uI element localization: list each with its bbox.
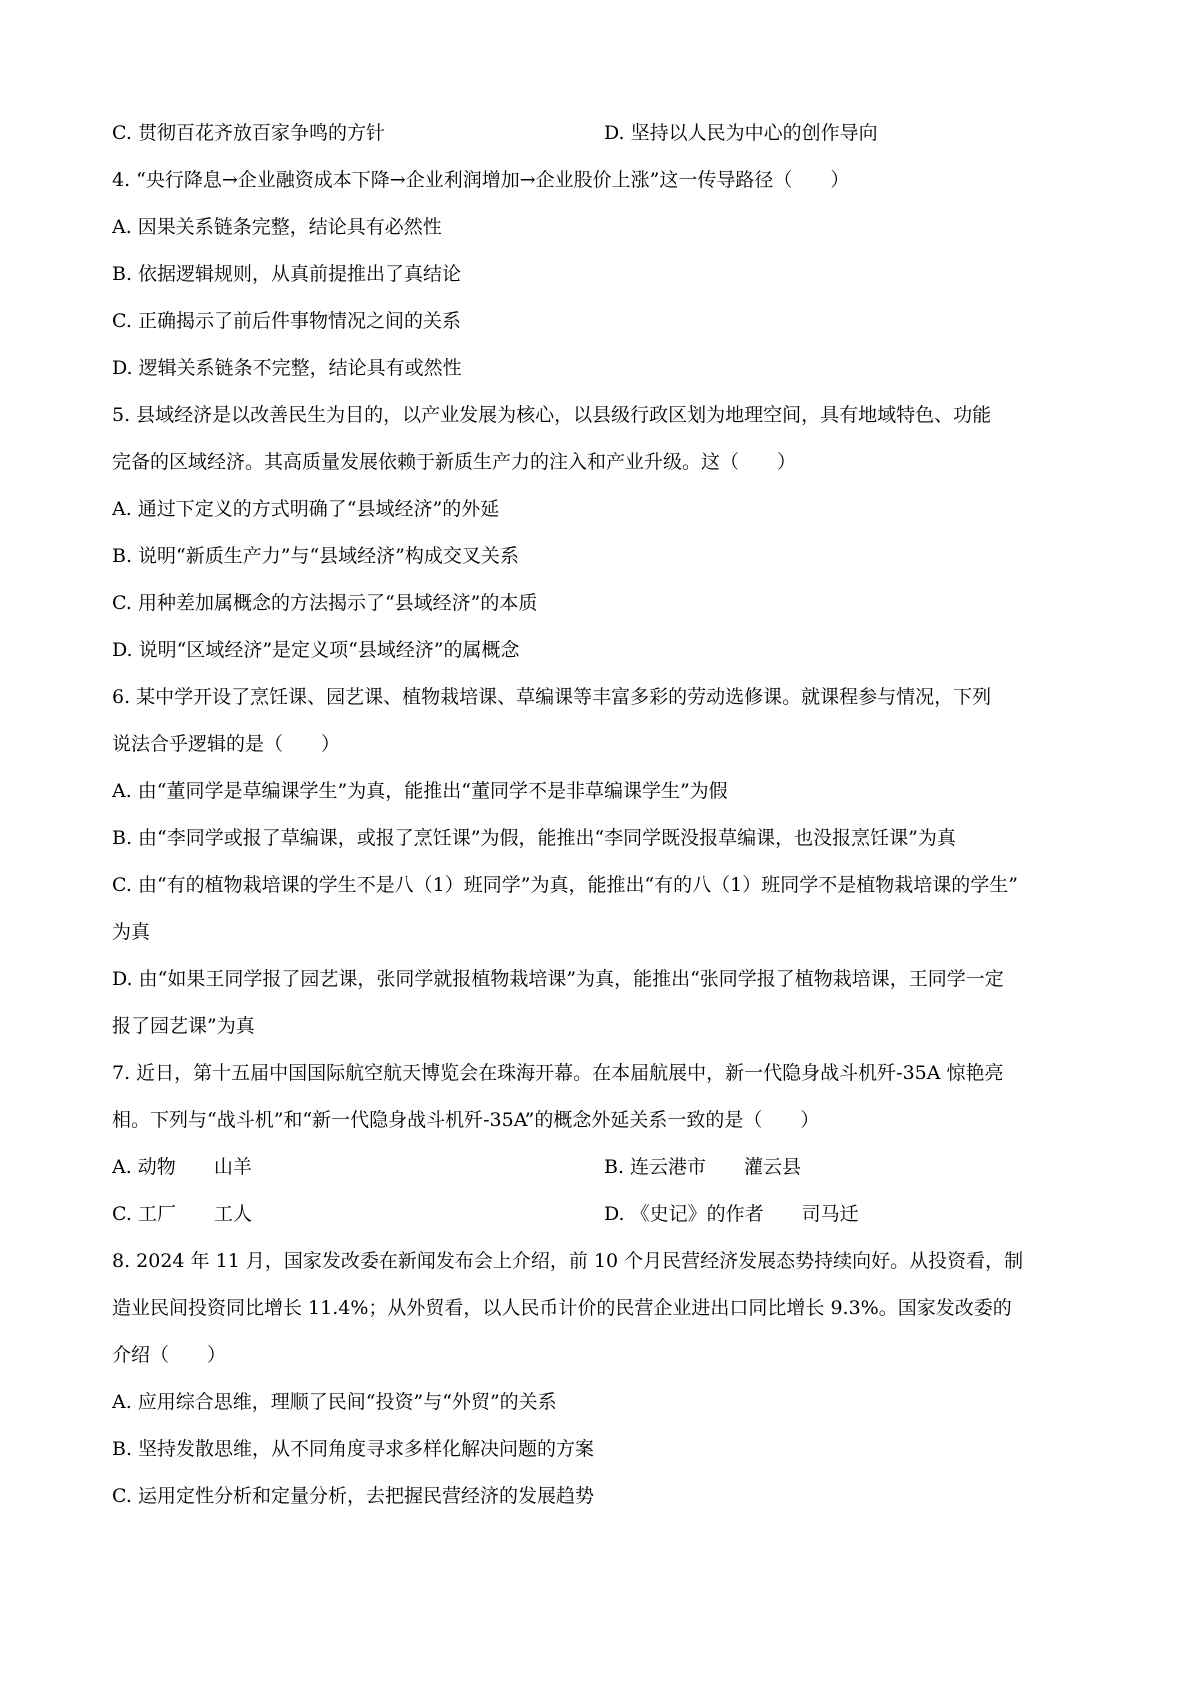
question-8-stem-line-1: 8. 2024 年 11 月，国家发改委在新闻发布会上介绍，前 10 个月民营经济发展态势持续向好。从投资看，制	[112, 1250, 1024, 1272]
option-label: D. 《史记》的作者	[604, 1203, 764, 1225]
question-7-stem-line-2: 相。下列与“战斗机”和“新一代隐身战斗机歼-35A”的概念外延关系一致的是（ ）	[112, 1109, 820, 1131]
question-4-option-d: D. 逻辑关系链条不完整，结论具有或然性	[112, 357, 462, 379]
question-8-option-c: C. 运用定性分析和定量分析，去把握民营经济的发展趋势	[112, 1485, 594, 1507]
question-6-option-b: B. 由“李同学或报了草编课，或报了烹饪课”为假，能推出“李同学既没报草编课，也没报烹饪课”为真	[112, 827, 956, 849]
option-pair: 灌云县	[744, 1156, 802, 1178]
option-label: C. 工厂	[112, 1203, 176, 1225]
question-7-option-c	[112, 1205, 252, 1224]
option-d: D. 坚持以人民为中心的创作导向	[604, 122, 878, 144]
question-7-option-d	[604, 1205, 859, 1224]
question-5-option-a: A. 通过下定义的方式明确了“县域经济”的外延	[112, 498, 500, 520]
question-4-stem: 4. “央行降息→企业融资成本下降→企业利润增加→企业股价上涨”这一传导路径（ ）	[112, 169, 850, 191]
question-5-option-b: B. 说明“新质生产力”与“县域经济”构成交叉关系	[112, 545, 519, 567]
question-7-option-b	[604, 1158, 801, 1177]
question-8-option-b: B. 坚持发散思维，从不同角度寻求多样化解决问题的方案	[112, 1438, 595, 1460]
question-5-stem-line-2: 完备的区域经济。其高质量发展依赖于新质生产力的注入和产业升级。这（ ）	[112, 451, 797, 473]
question-8-stem-line-2: 造业民间投资同比增长 11.4%；从外贸看，以人民币计价的民营企业进出口同比增长 9.3%。国家发改委的	[112, 1297, 1012, 1319]
question-7-option-a	[112, 1158, 252, 1177]
question-6-option-c-line-2: 为真	[112, 921, 151, 943]
question-6-stem-line-2: 说法合乎逻辑的是（ ）	[112, 733, 341, 755]
question-8-stem-line-3: 介绍（ ）	[112, 1344, 227, 1366]
question-4-option-a: A. 因果关系链条完整，结论具有必然性	[112, 216, 442, 238]
option-label: B. 连云港市	[604, 1156, 707, 1178]
option-pair: 工人	[213, 1203, 252, 1225]
option-pair: 山羊	[213, 1156, 252, 1178]
question-5-stem-line-1: 5. 县域经济是以改善民生为目的，以产业发展为核心，以县级行政区划为地理空间，具有地域特色、功能	[112, 404, 992, 426]
question-6-stem-line-1: 6. 某中学开设了烹饪课、园艺课、植物栽培课、草编课等丰富多彩的劳动选修课。就课程参与情况，下列	[112, 686, 992, 708]
question-7-stem-line-1: 7. 近日，第十五届中国国际航空航天博览会在珠海开幕。在本届航展中，新一代隐身战斗机歼-35A 惊艳亮	[112, 1062, 1004, 1084]
question-4-option-c: C. 正确揭示了前后件事物情况之间的关系	[112, 310, 461, 332]
question-8-option-a: A. 应用综合思维，理顺了民间“投资”与“外贸”的关系	[112, 1391, 557, 1413]
question-6-option-d-line-1: D. 由“如果王同学报了园艺课，张同学就报植物栽培课”为真，能推出“张同学报了植物栽培课，王同学一定	[112, 968, 1004, 990]
question-4-option-b: B. 依据逻辑规则，从真前提推出了真结论	[112, 263, 462, 285]
option-pair: 司马迁	[801, 1203, 859, 1225]
question-6-option-d-line-2: 报了园艺课”为真	[112, 1015, 255, 1037]
question-6-option-a: A. 由“董同学是草编课学生”为真，能推出“董同学不是非草编课学生”为假	[112, 780, 728, 802]
question-5-option-d: D. 说明“区域经济”是定义项“县域经济”的属概念	[112, 639, 520, 661]
question-5-option-c: C. 用种差加属概念的方法揭示了“县域经济”的本质	[112, 592, 538, 614]
option-c: C. 贯彻百花齐放百家争鸣的方针	[112, 122, 385, 144]
question-6-option-c-line-1: C. 由“有的植物栽培课的学生不是八（1）班同学”为真，能推出“有的八（1）班同学不是植物栽培课的学生”	[112, 874, 1018, 896]
option-label: A. 动物	[112, 1156, 176, 1178]
